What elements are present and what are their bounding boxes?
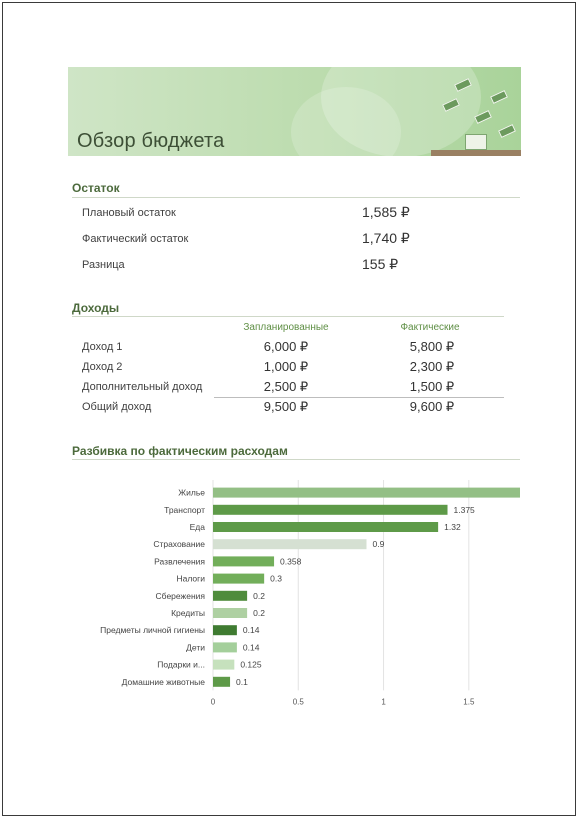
bar-value-label: 0.358 <box>280 556 302 567</box>
x-tick-label: 0 <box>210 697 216 707</box>
category-label: Домашние животные <box>121 676 205 687</box>
expense-bar <box>213 677 230 687</box>
difference-label: Разница <box>82 259 125 271</box>
expense-bar <box>213 574 264 584</box>
bar-value-label: 0.3 <box>270 573 282 584</box>
bar-value-label: 0.14 <box>242 625 260 636</box>
category-label: Подарки и... <box>157 659 205 670</box>
expense-bar <box>213 539 367 549</box>
header-banner <box>68 67 521 156</box>
category-label: Сбережения <box>155 590 205 601</box>
expense-bar <box>213 642 237 652</box>
income-row-label: Доход 1 <box>82 341 123 353</box>
bar-value-label: 0.1 <box>236 676 248 687</box>
income-row-label: Доход 2 <box>82 361 123 373</box>
income-actual-value: 5,800 ₽ <box>409 339 455 354</box>
expense-bar <box>213 522 438 532</box>
category-label: Жилье <box>178 487 205 498</box>
income-actual-value: 2,300 ₽ <box>409 359 455 374</box>
expense-bar <box>213 591 247 601</box>
bar-value-label: 0.14 <box>242 642 260 653</box>
income-planned-value: 1,000 ₽ <box>263 359 309 374</box>
difference-value: 155 ₽ <box>362 256 399 272</box>
actual-balance-label: Фактический остаток <box>82 233 189 245</box>
expense-bar-chart <box>0 470 580 720</box>
balance-heading: Остаток <box>72 181 120 195</box>
x-tick-label: 0.5 <box>292 697 304 707</box>
planned-column-header: Запланированные <box>243 322 329 333</box>
bar-value-label: 0.2 <box>253 590 265 601</box>
money-bill-icon <box>498 124 516 138</box>
income-planned-value: 6,000 ₽ <box>263 339 309 354</box>
category-label: Предметы личной гигиены <box>100 625 205 636</box>
expense-bar <box>213 505 448 515</box>
expenses-heading: Разбивка по фактическим расходам <box>72 444 288 458</box>
bar-value-label: 0.125 <box>240 659 262 670</box>
total-divider <box>214 397 504 398</box>
bar-value-label: 1.375 <box>453 504 475 515</box>
bar-value-label: 0.2 <box>253 608 265 618</box>
section-divider <box>72 197 520 198</box>
bar-value-label: 1.32 <box>444 522 461 532</box>
cash-stack-icon <box>465 134 487 150</box>
total-income-label: Общий доход <box>82 401 152 413</box>
section-divider <box>72 316 504 317</box>
expense-bar <box>213 488 520 498</box>
x-tick-label: 1.5 <box>463 697 475 707</box>
expense-bar <box>213 608 247 618</box>
x-tick-label: 1 <box>381 697 386 707</box>
desk-decoration <box>431 150 521 156</box>
category-label: Еда <box>189 522 205 532</box>
total-actual-value: 9,600 ₽ <box>409 399 455 414</box>
page-title: Обзор бюджета <box>77 130 225 152</box>
actual-column-header: Фактические <box>400 322 460 333</box>
bar-value-label: 0.9 <box>372 539 385 550</box>
income-row-label: Дополнительный доход <box>82 381 203 393</box>
income-planned-value: 2,500 ₽ <box>263 379 309 394</box>
category-label: Развлечения <box>154 556 205 567</box>
income-actual-value: 1,500 ₽ <box>409 379 455 394</box>
expense-bar <box>213 556 274 566</box>
category-label: Налоги <box>176 573 205 584</box>
planned-balance-label: Плановый остаток <box>82 207 176 219</box>
category-label: Транспорт <box>164 504 205 515</box>
planned-balance-value: 1,585 ₽ <box>362 204 410 220</box>
money-bill-icon <box>490 90 508 104</box>
category-label: Кредиты <box>171 608 205 618</box>
expense-bar <box>213 660 234 670</box>
total-planned-value: 9,500 ₽ <box>263 399 309 414</box>
section-divider <box>72 459 520 460</box>
category-label: Дети <box>186 642 205 653</box>
income-heading: Доходы <box>72 301 120 315</box>
actual-balance-value: 1,740 ₽ <box>362 230 410 246</box>
expense-bar <box>213 625 237 635</box>
category-label: Страхование <box>153 539 205 550</box>
